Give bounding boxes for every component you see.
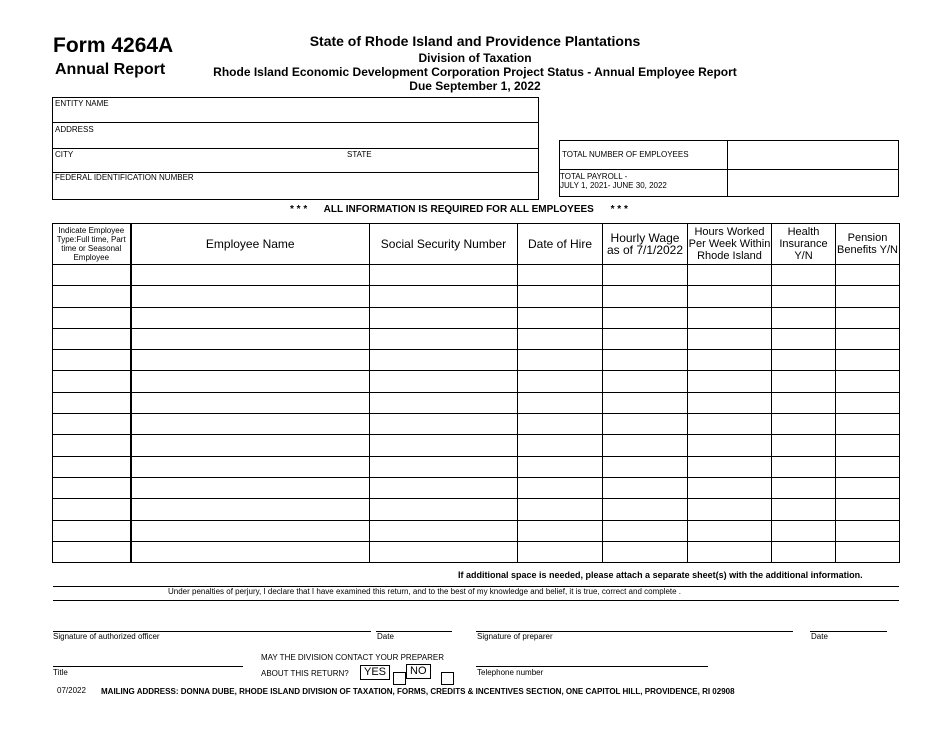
cell-hours-worked[interactable] <box>688 477 772 498</box>
cell-hourly-wage[interactable] <box>603 414 688 435</box>
cell-ssn[interactable] <box>370 328 518 349</box>
cell-employee-name[interactable] <box>131 307 370 328</box>
cell-health-insurance[interactable] <box>772 520 836 541</box>
cell-employee-name[interactable] <box>131 520 370 541</box>
table-row <box>53 477 900 498</box>
cell-health-insurance[interactable] <box>772 499 836 520</box>
cell-health-insurance[interactable] <box>772 477 836 498</box>
entity-name-field[interactable] <box>53 98 538 123</box>
table-row <box>53 371 900 392</box>
notice-stars-left: * * * <box>290 204 308 215</box>
cell-pension-benefits[interactable] <box>836 265 900 286</box>
cell-hourly-wage[interactable] <box>603 499 688 520</box>
cell-hours-worked[interactable] <box>688 307 772 328</box>
cell-date-of-hire[interactable] <box>518 477 603 498</box>
cell-pension-benefits[interactable] <box>836 541 900 562</box>
cell-employee-name[interactable] <box>131 392 370 413</box>
cell-health-insurance[interactable] <box>772 435 836 456</box>
cell-hours-worked[interactable] <box>688 265 772 286</box>
cell-ssn[interactable] <box>370 456 518 477</box>
cell-hours-worked[interactable] <box>688 328 772 349</box>
cell-hourly-wage[interactable] <box>603 371 688 392</box>
cell-hours-worked[interactable] <box>688 435 772 456</box>
address-field[interactable] <box>53 123 538 149</box>
form-subtitle: Annual Report <box>55 61 166 78</box>
contact-question-line2: ABOUT THIS RETURN? <box>261 669 349 678</box>
table-row <box>53 350 900 371</box>
cell-ssn[interactable] <box>370 350 518 371</box>
total-payroll-label <box>560 172 667 190</box>
date1-label: Date <box>377 632 394 641</box>
cell-pension-benefits[interactable] <box>836 350 900 371</box>
cell-ssn[interactable] <box>370 414 518 435</box>
cell-pension-benefits[interactable] <box>836 307 900 328</box>
cell-date-of-hire[interactable] <box>518 350 603 371</box>
table-row <box>53 499 900 520</box>
no-label: NO <box>406 664 431 679</box>
notice-stars-right: * * * <box>610 204 628 215</box>
cell-health-insurance[interactable] <box>772 371 836 392</box>
col-ssn: Social Security Number <box>370 224 518 265</box>
cell-pension-benefits[interactable] <box>836 286 900 307</box>
cell-health-insurance[interactable] <box>772 350 836 371</box>
cell-ssn[interactable] <box>370 541 518 562</box>
col-employee-name: Employee Name <box>131 224 370 265</box>
yes-checkbox[interactable] <box>393 672 406 685</box>
col-pension-benefits: Pension Benefits Y/N <box>836 224 900 265</box>
divider-bottom <box>53 600 899 601</box>
cell-employee-type[interactable] <box>53 328 131 349</box>
table-row <box>53 286 900 307</box>
revision-date: 07/2022 <box>57 686 86 695</box>
cell-health-insurance[interactable] <box>772 265 836 286</box>
cell-employee-type[interactable] <box>53 456 131 477</box>
col-hourly-wage: Hourly Wage as of 7/1/2022 <box>603 224 688 265</box>
table-row <box>53 392 900 413</box>
total-payroll-label-line1: TOTAL PAYROLL - <box>560 172 628 181</box>
cell-hourly-wage[interactable] <box>603 541 688 562</box>
cell-pension-benefits[interactable] <box>836 414 900 435</box>
cell-hourly-wage[interactable] <box>603 477 688 498</box>
cell-health-insurance[interactable] <box>772 541 836 562</box>
cell-health-insurance[interactable] <box>772 392 836 413</box>
address-label: ADDRESS <box>55 125 94 134</box>
table-row <box>53 307 900 328</box>
cell-health-insurance[interactable] <box>772 307 836 328</box>
total-payroll-row <box>560 170 898 196</box>
col-hours-worked: Hours Worked Per Week Within Rhode Island <box>688 224 772 265</box>
due-date: Due September 1, 2022 <box>409 79 541 93</box>
total-employees-label: TOTAL NUMBER OF EMPLOYEES <box>562 150 689 159</box>
employee-table <box>52 223 900 563</box>
cell-pension-benefits[interactable] <box>836 392 900 413</box>
cell-employee-type[interactable] <box>53 520 131 541</box>
table-row <box>53 541 900 562</box>
table-header-row <box>53 224 900 265</box>
state-label: STATE <box>347 150 372 159</box>
total-employees-input[interactable] <box>727 141 898 169</box>
table-row <box>53 265 900 286</box>
contact-question-line1: MAY THE DIVISION CONTACT YOUR PREPARER <box>261 653 444 662</box>
cell-employee-type[interactable] <box>53 307 131 328</box>
date2-label: Date <box>811 632 828 641</box>
employee-table-body <box>53 265 900 563</box>
title-label: Title <box>53 668 68 677</box>
cell-hourly-wage[interactable] <box>603 456 688 477</box>
cell-hours-worked[interactable] <box>688 350 772 371</box>
col-employee-type: Indicate Employee Type:Full time, Part time or Seasonal Employee <box>53 224 131 265</box>
cell-hours-worked[interactable] <box>688 371 772 392</box>
cell-pension-benefits[interactable] <box>836 371 900 392</box>
cell-employee-type[interactable] <box>53 541 131 562</box>
cell-date-of-hire[interactable] <box>518 392 603 413</box>
cell-hours-worked[interactable] <box>688 414 772 435</box>
total-payroll-input[interactable] <box>727 170 898 196</box>
cell-hours-worked[interactable] <box>688 286 772 307</box>
preparer-signature-label: Signature of preparer <box>477 632 553 641</box>
cell-hours-worked[interactable] <box>688 541 772 562</box>
yes-label: YES <box>360 665 390 680</box>
cell-pension-benefits[interactable] <box>836 435 900 456</box>
cell-employee-name[interactable] <box>131 541 370 562</box>
cell-date-of-hire[interactable] <box>518 541 603 562</box>
cell-employee-type[interactable] <box>53 499 131 520</box>
entity-name-label: ENTITY NAME <box>55 99 109 108</box>
table-row <box>53 328 900 349</box>
cell-ssn[interactable] <box>370 265 518 286</box>
cell-hourly-wage[interactable] <box>603 265 688 286</box>
fein-label: FEDERAL IDENTIFICATION NUMBER <box>55 173 194 182</box>
cell-ssn[interactable] <box>370 371 518 392</box>
table-row <box>53 414 900 435</box>
cell-ssn[interactable] <box>370 286 518 307</box>
cell-ssn[interactable] <box>370 435 518 456</box>
cell-employee-type[interactable] <box>53 286 131 307</box>
telephone-line[interactable] <box>476 666 708 667</box>
cell-hourly-wage[interactable] <box>603 435 688 456</box>
cell-ssn[interactable] <box>370 499 518 520</box>
cell-hours-worked[interactable] <box>688 520 772 541</box>
cell-hourly-wage[interactable] <box>603 350 688 371</box>
cell-date-of-hire[interactable] <box>518 456 603 477</box>
cell-date-of-hire[interactable] <box>518 307 603 328</box>
entity-info-box <box>52 97 539 200</box>
cell-hours-worked[interactable] <box>688 392 772 413</box>
additional-space-note: If additional space is needed, please attach a separate sheet(s) with the additional information. <box>458 570 863 580</box>
cell-employee-type[interactable] <box>53 435 131 456</box>
perjury-statement: Under penalties of perjury, I declare that I have examined this return, and to the best of my knowledge and belief, it is true, correct and complete . <box>168 587 682 596</box>
cell-date-of-hire[interactable] <box>518 414 603 435</box>
form-number: Form 4264A <box>53 34 174 57</box>
cell-hours-worked[interactable] <box>688 456 772 477</box>
title-line[interactable] <box>53 666 243 667</box>
cell-pension-benefits[interactable] <box>836 328 900 349</box>
cell-date-of-hire[interactable] <box>518 286 603 307</box>
cell-hourly-wage[interactable] <box>603 392 688 413</box>
total-payroll-label-line2: JULY 1, 2021- JUNE 30, 2022 <box>560 181 667 190</box>
cell-date-of-hire[interactable] <box>518 435 603 456</box>
cell-employee-type[interactable] <box>53 265 131 286</box>
cell-employee-name[interactable] <box>131 499 370 520</box>
cell-health-insurance[interactable] <box>772 328 836 349</box>
mailing-address: MAILING ADDRESS: DONNA DUBE, RHODE ISLAND DIVISION OF TAXATION, FORMS, CREDITS & INCENTIVES SECTION, ONE CAPITOL HILL, PROVIDENCE, RI 02908 <box>101 687 735 696</box>
cell-hourly-wage[interactable] <box>603 286 688 307</box>
cell-pension-benefits[interactable] <box>836 499 900 520</box>
cell-employee-name[interactable] <box>131 435 370 456</box>
table-row <box>53 520 900 541</box>
cell-ssn[interactable] <box>370 477 518 498</box>
cell-employee-name[interactable] <box>131 414 370 435</box>
cell-employee-name[interactable] <box>131 456 370 477</box>
cell-ssn[interactable] <box>370 392 518 413</box>
city-state-field[interactable] <box>53 149 538 173</box>
cell-employee-type[interactable] <box>53 392 131 413</box>
cell-health-insurance[interactable] <box>772 286 836 307</box>
cell-employee-type[interactable] <box>53 477 131 498</box>
division-title: Division of Taxation <box>418 51 532 65</box>
no-checkbox[interactable] <box>441 672 454 685</box>
cell-pension-benefits[interactable] <box>836 456 900 477</box>
required-notice <box>290 204 628 215</box>
cell-employee-type[interactable] <box>53 371 131 392</box>
cell-employee-name[interactable] <box>131 350 370 371</box>
report-title: Rhode Island Economic Development Corporation Project Status - Annual Employee Report <box>213 65 737 79</box>
table-row <box>53 435 900 456</box>
cell-employee-name[interactable] <box>131 286 370 307</box>
col-health-insurance: Health Insurance Y/N <box>772 224 836 265</box>
cell-employee-type[interactable] <box>53 350 131 371</box>
total-employees-row <box>560 141 898 170</box>
cell-ssn[interactable] <box>370 520 518 541</box>
officer-signature-label: Signature of authorized officer <box>53 632 160 641</box>
cell-hourly-wage[interactable] <box>603 520 688 541</box>
table-row <box>53 456 900 477</box>
cell-date-of-hire[interactable] <box>518 520 603 541</box>
cell-pension-benefits[interactable] <box>836 520 900 541</box>
cell-employee-name[interactable] <box>131 265 370 286</box>
state-title: State of Rhode Island and Providence Plantations <box>309 33 641 49</box>
cell-hours-worked[interactable] <box>688 499 772 520</box>
cell-date-of-hire[interactable] <box>518 328 603 349</box>
cell-pension-benefits[interactable] <box>836 477 900 498</box>
cell-date-of-hire[interactable] <box>518 499 603 520</box>
notice-text: ALL INFORMATION IS REQUIRED FOR ALL EMPLOYEES <box>323 204 594 215</box>
col-date-of-hire: Date of Hire <box>518 224 603 265</box>
cell-employee-name[interactable] <box>131 371 370 392</box>
cell-hourly-wage[interactable] <box>603 307 688 328</box>
cell-employee-name[interactable] <box>131 477 370 498</box>
telephone-label: Telephone number <box>477 668 544 677</box>
cell-health-insurance[interactable] <box>772 456 836 477</box>
cell-date-of-hire[interactable] <box>518 371 603 392</box>
totals-box <box>559 140 899 197</box>
fein-field[interactable] <box>53 173 538 199</box>
cell-employee-name[interactable] <box>131 328 370 349</box>
cell-ssn[interactable] <box>370 307 518 328</box>
cell-date-of-hire[interactable] <box>518 265 603 286</box>
cell-hourly-wage[interactable] <box>603 328 688 349</box>
cell-employee-type[interactable] <box>53 414 131 435</box>
cell-health-insurance[interactable] <box>772 414 836 435</box>
city-label: CITY <box>55 150 74 159</box>
